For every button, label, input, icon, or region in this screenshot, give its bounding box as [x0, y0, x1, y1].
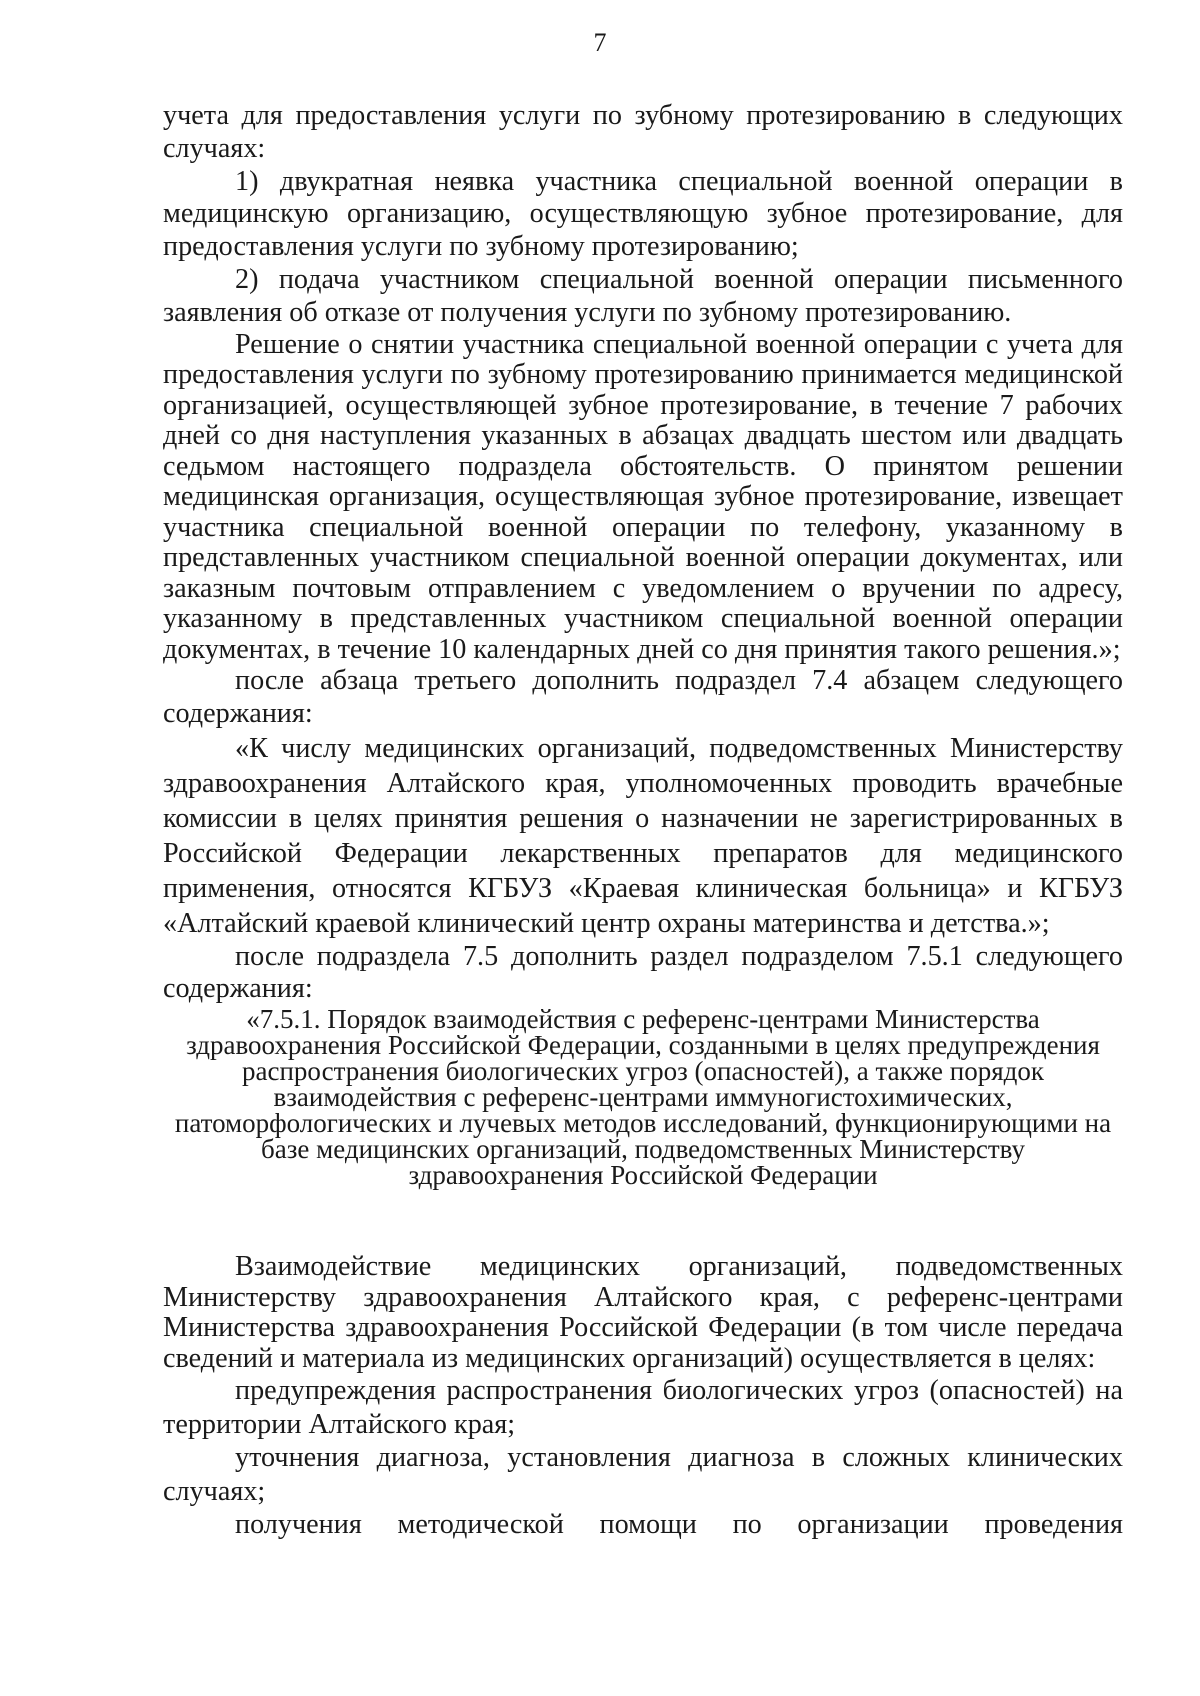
- paragraph-purpose-2: уточнения диагноза, установления диагноза в сложных клинических случаях;: [163, 1442, 1123, 1507]
- page-number: 7: [593, 28, 607, 57]
- paragraph-interaction: Взаимодействие медицинских организаций, подведомственных Министерству здравоохранения Алтайского края, с референс-центрами Министерства здравоохранения Российской Федерации (в том числе передача сведений и материала из медицинских организаций) осуществляется в целях:: [163, 1251, 1123, 1374]
- paragraph-item-1: 1) двукратная неявка участника специальной военной операции в медицинскую организацию, осуществляющую зубное протезирование, для предоставления услуги по зубному протезированию;: [163, 165, 1123, 263]
- heading-spacer: [163, 1188, 1123, 1252]
- paragraph-purpose-1: предупреждения распространения биологических угроз (опасностей) на территории Алтайского края;: [163, 1375, 1123, 1440]
- paragraph-decision: Решение о снятии участника специальной военной операции с учета для предоставления услуги по зубному протезированию принимается медицинской организацией, осуществляющей зубное протезирование, в течение 7 рабочих дней со дня наступления указанных в абзацах двадцать шестом или двадцать седьмом настоящего подраздела обстоятельств. О принятом решении медицинская организация, осуществляющая зубное протезирование, извещает участника специальной военной операции по телефону, указанному в представленных участником специальной военной операции документах, или заказным почтовым отправлением с уведомлением о вручении по адресу, указанному в представленных участником специальной военной операции документах, в течение 10 календарных дней со дня принятия такого решения.»;: [163, 328, 1123, 665]
- paragraph-purpose-3: получения методической помощи по организации проведения: [235, 1509, 1123, 1541]
- paragraph-amendment-7-5: после подраздела 7.5 дополнить раздел подразделом 7.5.1 следующего содержания:: [163, 940, 1123, 1005]
- section-heading-7-5-1: «7.5.1. Порядок взаимодействия с референс-центрами Министерства здравоохранения Российской Федерации, созданными в целях предупреждения распространения биологических угроз (опасностей), а также порядок взаимодействия с референс-центрами иммуногистохимических, патоморфологических и лучевых методов исследований, функционирующими на базе медицинских организаций, подведомственных Министерству здравоохранения Российской Федерации: [174, 1004, 1112, 1191]
- document-body: [163, 100, 1123, 1542]
- paragraph-quote-medical-organizations: «К числу медицинских организаций, подведомственных Министерству здравоохранения Алтайского края, уполномоченных проводить врачебные комиссии в целях принятия решения о назначении не зарегистрированных в Российской Федерации лекарственных препаратов для медицинского применения, относятся КГБУЗ «Краевая клиническая больница» и КГБУЗ «Алтайский краевой клинический центр охраны материнства и детства.»;: [163, 732, 1123, 939]
- paragraph-item-2: 2) подача участником специальной военной операции письменного заявления об отказе от получения услуги по зубному протезированию.: [163, 263, 1123, 328]
- paragraph-amendment-7-4: после абзаца третьего дополнить подраздел 7.4 абзацем следующего содержания:: [163, 665, 1123, 729]
- paragraph-continuation: учета для предоставления услуги по зубному протезированию в следующих случаях:: [163, 100, 1123, 164]
